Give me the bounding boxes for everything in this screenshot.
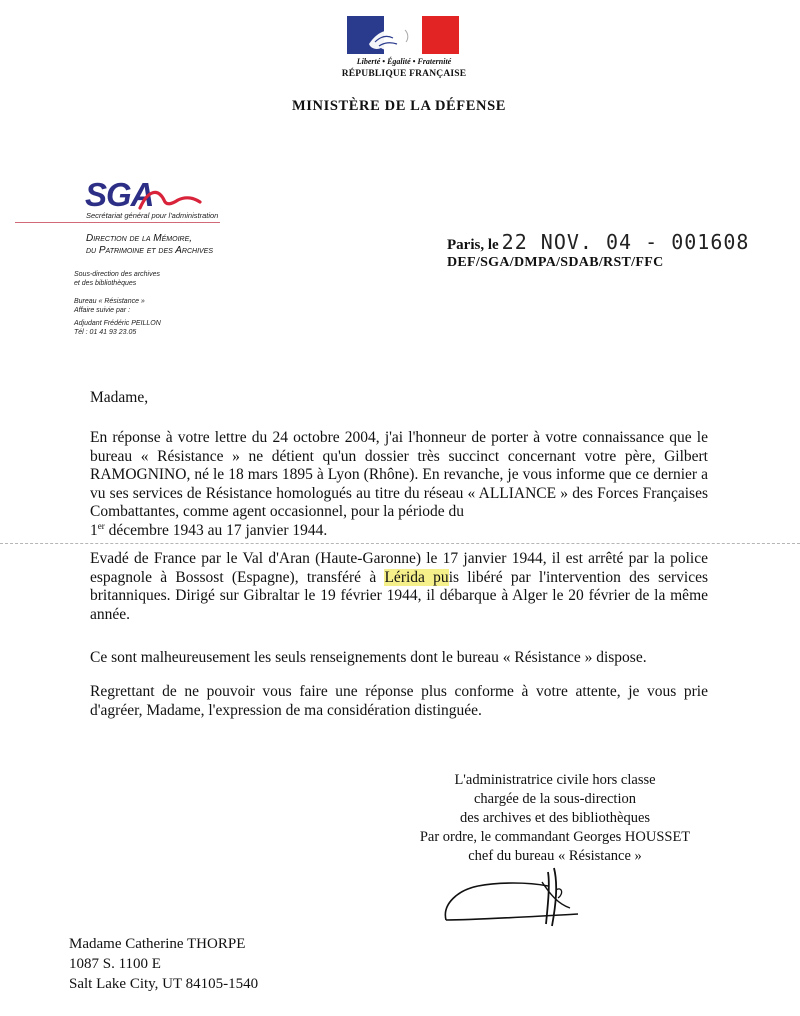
direction-name (86, 233, 213, 257)
paragraph-1 (90, 429, 708, 541)
republic-name: RÉPUBLIQUE FRANÇAISE (341, 69, 467, 79)
reference-number: DEF/SGA/DMPA/SDAB/RST/FFC (447, 255, 664, 270)
paragraph-text: 1 (90, 521, 98, 539)
signature-line: chef du bureau « Résistance » (468, 848, 642, 864)
paragraph-3: Ce sont malheureusement les seuls renseignements dont le bureau « Résistance » dispose. (90, 649, 647, 666)
sga-subtitle: Secrétariat général pour l'administration (86, 211, 219, 220)
bureau-line: Affaire suivie par : (74, 306, 131, 314)
divider (15, 222, 220, 223)
date-stamp: 22 NOV. 04 - 001608 (501, 230, 750, 254)
sga-swoosh-icon (138, 184, 202, 212)
marianne-profile-icon (365, 18, 435, 54)
recipient-address (69, 934, 258, 994)
paragraph-text: En réponse à votre lettre du 24 octobre 2004, j'ai l'honneur de porter à votre connaissance que le bureau « Résistance » ne détient qu'un dossier très succinct concernant votre père, Gilbert RAMOGNINO, né le 18 mars 1895 à Lyon (Rhône). En revanche, je vous informe que ce dernier a vu ses services de Résistance homologués au titre du réseau « ALLIANCE » des Forces Françaises Combattantes, comme agent occasionnel, pour la période du (90, 429, 708, 521)
recipient-name: Madame Catherine THORPE (69, 936, 246, 952)
paragraph-2 (90, 550, 708, 624)
ordinal-suffix: er (97, 520, 105, 531)
signature-line: chargée de la sous-direction (474, 791, 636, 807)
paragraph-4: Regrettant de ne pouvoir vous faire une réponse plus conforme à votre attente, je vous prie d'agréer, Madame, l'expression de ma considération distinguée. (90, 683, 708, 719)
signature-line: L'administratrice civile hors classe (454, 772, 656, 788)
paragraph-text: Evadé de France par le Val d'Aran (Haute-Garonne) le 17 janvier 1944, il est arrêté par la police espagnole à Bossost (Espagne), transféré à (90, 550, 708, 586)
paragraph-text: décembre 1943 au 17 janvier 1944. (104, 521, 328, 539)
date-line (447, 230, 749, 254)
contact-phone: Tél : 01 41 93 23.05 (74, 328, 137, 336)
recipient-street: 1087 S. 1100 E (69, 956, 161, 972)
sga-logo: SGA (85, 176, 154, 213)
direction-line: Direction de la Mémoire, (86, 233, 193, 244)
recipient-city: Salt Lake City, UT 84105-1540 (69, 976, 259, 992)
scan-artifact-line (0, 543, 800, 544)
handwritten-signature-icon (438, 864, 588, 928)
date-place: Paris, le (447, 237, 499, 253)
highlighted-text: Lérida pu (384, 568, 449, 586)
republic-motto: Liberté • Égalité • Fraternité (356, 57, 452, 66)
marianne-logo (347, 16, 459, 54)
signature-line: des archives et des bibliothèques (459, 810, 651, 826)
signature-line: Par ordre, le commandant Georges HOUSSET (419, 829, 691, 845)
sous-direction (74, 271, 160, 288)
bureau-line: Bureau « Résistance » (74, 298, 145, 305)
contact-info (74, 320, 161, 337)
contact-agent: Adjudant Frédéric PEILLON (74, 320, 161, 327)
ministry-title: MINISTÈRE DE LA DÉFENSE (292, 98, 507, 114)
signature-block (400, 771, 710, 866)
sous-direction-line: et des bibliothèques (74, 279, 137, 287)
bureau-info (74, 298, 145, 315)
sous-direction-line: Sous-direction des archives (74, 271, 160, 278)
paragraph-text: is libéré par l'intervention des services britanniques. Dirigé sur Gibraltar le 19 février 1944, il débarque à Alger le 20 février de la même année. (90, 568, 708, 623)
direction-line: du Patrimoine et des Archives (86, 245, 214, 256)
salutation: Madame, (90, 389, 149, 406)
